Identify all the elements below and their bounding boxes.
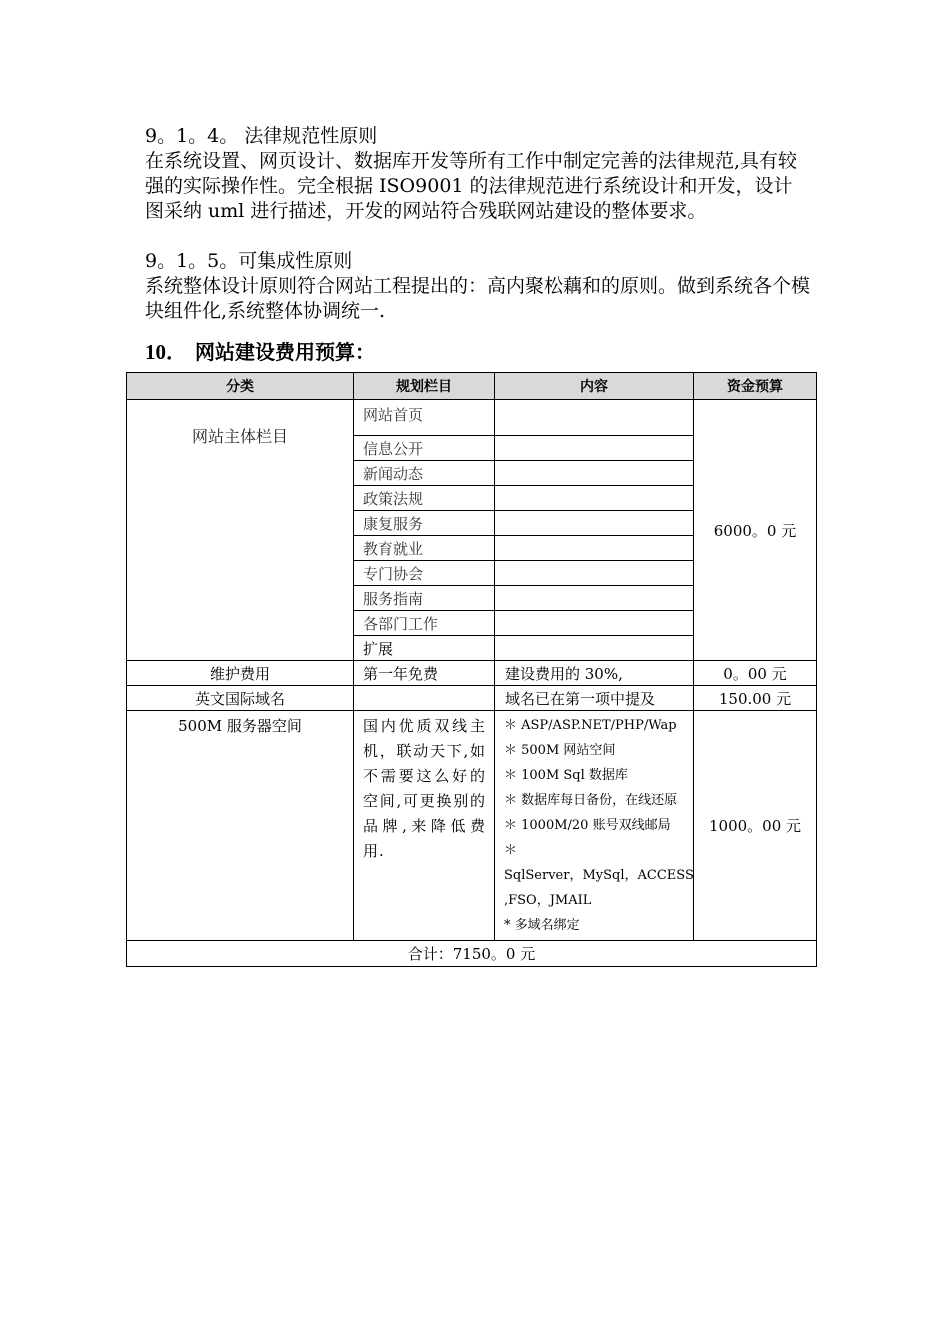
maintenance-row	[127, 661, 817, 686]
main-item: 信息公开	[354, 436, 495, 461]
server-category: 500M 服务器空间	[127, 711, 354, 941]
server-feature: ＊ 100M Sql 数据库	[504, 768, 628, 783]
main-item: 扩展	[354, 636, 495, 661]
domain-row	[127, 686, 817, 711]
main-item: 专门协会	[354, 561, 495, 586]
server-feature: * 多域名绑定	[504, 918, 580, 933]
main-item-content	[495, 586, 694, 611]
server-feature: ,FSO，JMAIL	[504, 893, 592, 908]
section-9-1-4-heading: 9。1。4。 法律规范性原则	[145, 125, 378, 147]
table-header-row	[127, 373, 817, 400]
budget-section-title-text: 网站建设费用预算：	[195, 340, 375, 364]
main-item-content	[495, 436, 694, 461]
header-content: 内容	[495, 373, 694, 400]
main-item: 康复服务	[354, 511, 495, 536]
main-category-cell: 网站主体栏目	[127, 400, 354, 661]
server-features	[495, 711, 694, 941]
main-item: 教育就业	[354, 536, 495, 561]
table-row	[127, 400, 817, 436]
server-feature: SqlServer，MySql，ACCESS	[504, 868, 694, 883]
header-category: 分类	[127, 373, 354, 400]
section-9-1-4-body: 在系统设置、网页设计、数据库开发等所有工作中制定完善的法律规范,具有较强的实际操作性。完全根据 ISO9001 的法律规范进行系统设计和开发，设计图采纳 uml 进行描述，开发的网站符合残联网站建设的整体要求。	[145, 150, 798, 222]
header-budget: 资金预算	[694, 373, 817, 400]
domain-item	[354, 686, 495, 711]
server-feature: ＊ 500M 网站空间	[504, 743, 616, 758]
main-item-content	[495, 536, 694, 561]
main-item: 服务指南	[354, 586, 495, 611]
server-feature: ＊ 数据库每日备份，在线还原	[504, 793, 678, 808]
main-item-content	[495, 400, 694, 436]
main-item-content	[495, 561, 694, 586]
main-budget-cell: 6000。0 元	[694, 400, 817, 661]
server-feature: ＊	[504, 843, 518, 858]
server-budget: 1000。00 元	[694, 711, 817, 941]
maintenance-budget: 0。00 元	[694, 661, 817, 686]
server-row	[127, 711, 817, 941]
budget-section-title	[145, 336, 375, 366]
main-item-content	[495, 611, 694, 636]
main-item-content	[495, 461, 694, 486]
maintenance-item: 第一年免费	[354, 661, 495, 686]
main-item-content	[495, 636, 694, 661]
server-feature: ＊ ASP/ASP.NET/PHP/Wap	[504, 718, 677, 733]
main-item: 网站首页	[354, 400, 495, 436]
header-planned-column: 规划栏目	[354, 373, 495, 400]
section-9-1-5-heading: 9。1。5。可集成性原则	[145, 250, 353, 272]
domain-budget: 150.00 元	[694, 686, 817, 711]
main-item: 新闻动态	[354, 461, 495, 486]
budget-table	[126, 372, 817, 967]
server-feature: ＊ 1000M/20 账号双线邮局	[504, 818, 671, 833]
main-item: 各部门工作	[354, 611, 495, 636]
maintenance-category: 维护费用	[127, 661, 354, 686]
maintenance-content: 建设费用的 30%,	[495, 661, 694, 686]
main-item: 政策法规	[354, 486, 495, 511]
budget-section-number: 10．	[145, 340, 187, 364]
total-cell: 合计：7150。0 元	[127, 941, 817, 967]
server-description: 国内优质双线主机，联动天下,如不需要这么好的空间,可更换别的品牌,来降低费用.	[354, 711, 495, 941]
domain-category: 英文国际域名	[127, 686, 354, 711]
domain-content: 域名已在第一项中提及	[495, 686, 694, 711]
main-item-content	[495, 511, 694, 536]
section-9-1-5-body: 系统整体设计原则符合网站工程提出的：高内聚松藕和的原则。做到系统各个模块组件化,系统整体协调统一.	[145, 275, 811, 322]
main-item-content	[495, 486, 694, 511]
total-row	[127, 941, 817, 967]
